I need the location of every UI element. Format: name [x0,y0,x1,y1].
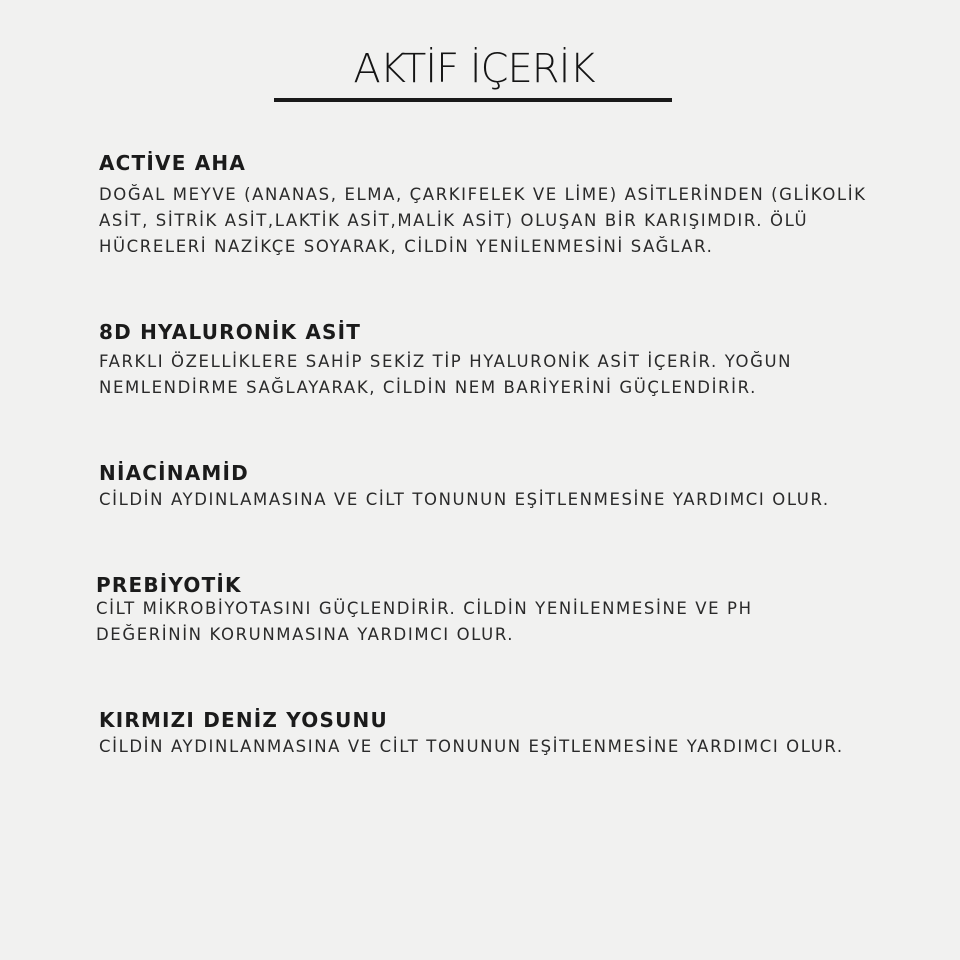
ingredient-description-line: CİLDİN AYDINLAMASINA VE CİLT TONUNUN EŞİTLENMESİNE YARDIMCI OLUR. [99,490,830,509]
ingredient-heading: NİACİNAMİD [99,461,249,485]
ingredient-heading: KIRMIZI DENİZ YOSUNU [99,708,388,732]
ingredient-description-line: DOĞAL MEYVE (ANANAS, ELMA, ÇARKIFELEK VE LİME) ASİTLERİNDEN (GLİKOLİK [99,185,867,204]
ingredient-description-line: CİLT MİKROBİYOTASINI GÜÇLENDİRİR. CİLDİN YENİLENMESİNE VE PH [96,599,753,618]
ingredient-heading: 8D HYALURONİK ASİT [99,320,362,344]
page-title: AKTİF İÇERİK [353,46,595,92]
ingredient-description-line: FARKLI ÖZELLİKLERE SAHİP SEKİZ TİP HYALURONİK ASİT İÇERİR. YOĞUN [99,352,793,371]
ingredient-description-line: HÜCRELERİ NAZİKÇE SOYARAK, CİLDİN YENİLENMESİNİ SAĞLAR. [99,237,714,256]
ingredient-heading: PREBİYOTİK [96,573,242,597]
ingredient-description-line: NEMLENDİRME SAĞLAYARAK, CİLDİN NEM BARİYERİNİ GÜÇLENDİRİR. [99,378,757,397]
ingredient-description-line: CİLDİN AYDINLANMASINA VE CİLT TONUNUN EŞİTLENMESİNE YARDIMCI OLUR. [99,737,844,756]
ingredient-heading: ACTİVE AHA [99,151,247,175]
ingredient-description-line: DEĞERİNİN KORUNMASINA YARDIMCI OLUR. [96,625,515,644]
title-underline [274,98,672,102]
ingredient-description-line: ASİT, SİTRİK ASİT,LAKTİK ASİT,MALİK ASİT) OLUŞAN BİR KARIŞIMDIR. ÖLÜ [99,211,809,230]
